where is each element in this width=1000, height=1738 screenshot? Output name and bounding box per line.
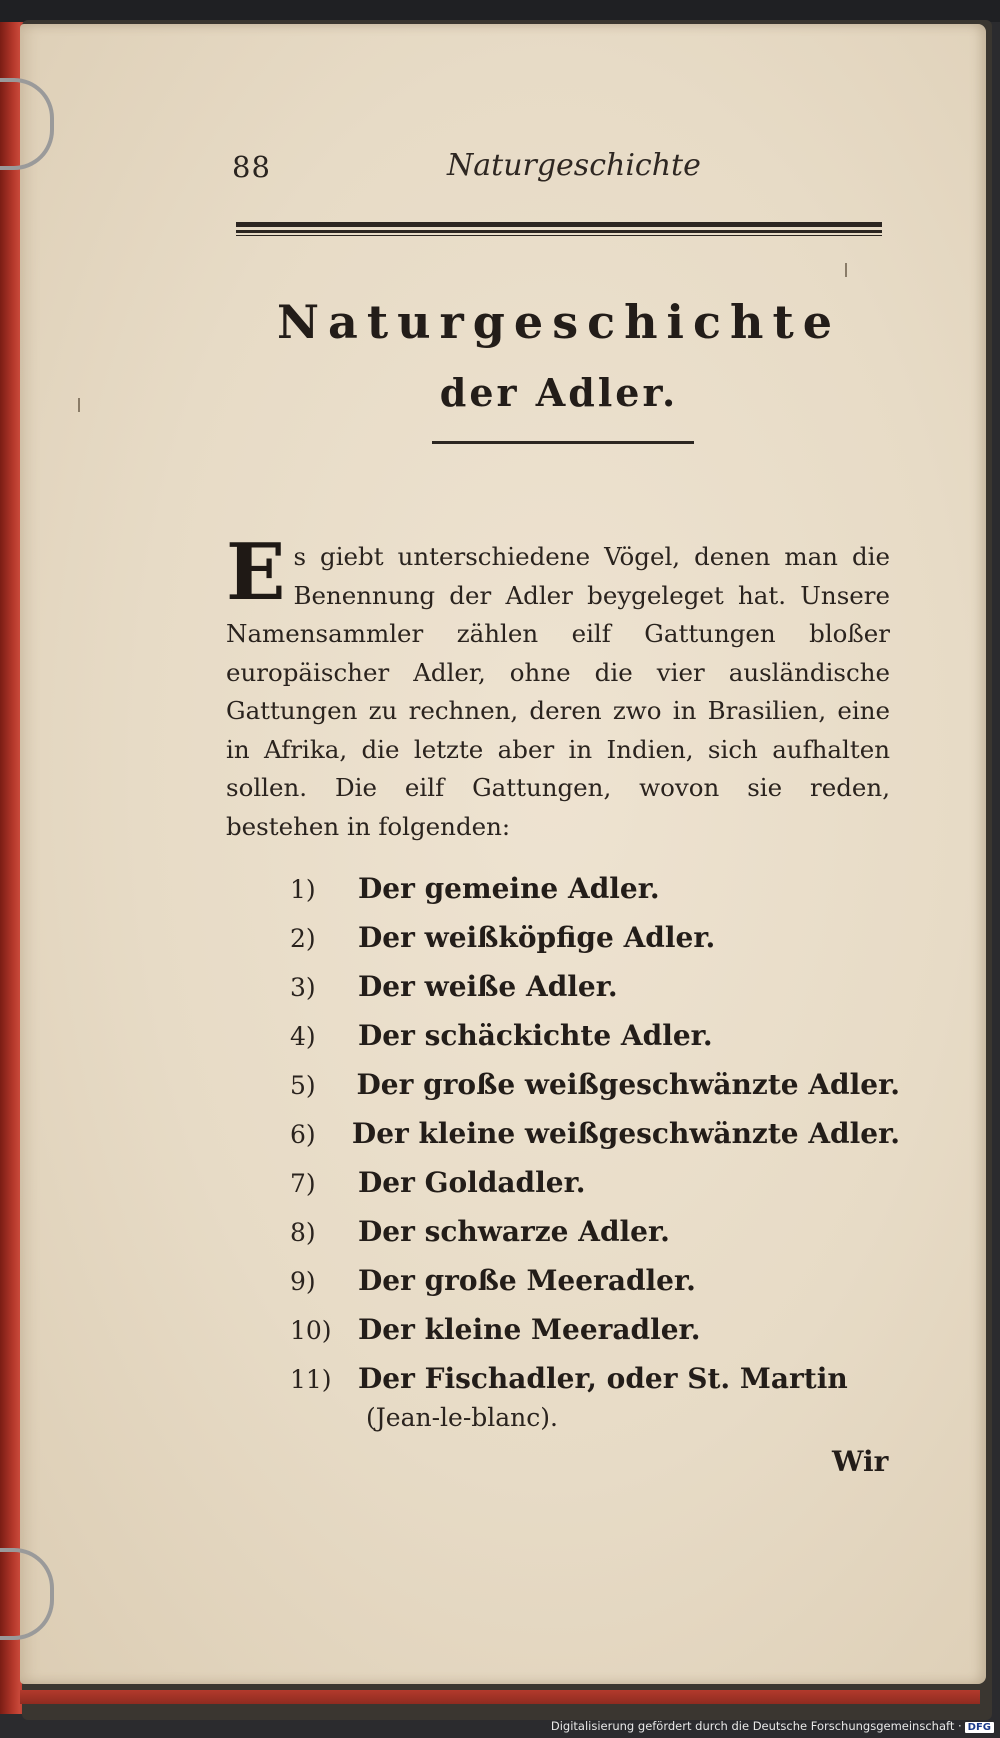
list-number: 4) xyxy=(290,1022,316,1051)
digitization-credit xyxy=(551,1719,994,1733)
list-number: 1) xyxy=(290,875,316,904)
list-item xyxy=(290,1313,900,1362)
list-number: 6) xyxy=(290,1120,316,1149)
chapter-title: Naturgeschichte xyxy=(276,295,841,349)
list-text: Der große Meeradler. xyxy=(358,1264,696,1297)
list-item xyxy=(290,921,900,970)
list-text: Der gemeine Adler. xyxy=(358,872,660,905)
list-number: 2) xyxy=(290,924,316,953)
list-text: Der große weißgeschwänzte Adler. xyxy=(356,1068,900,1101)
header-rule xyxy=(236,235,882,236)
chapter-subtitle: der Adler. xyxy=(439,370,679,415)
page-header xyxy=(232,150,882,190)
list-number: 10) xyxy=(290,1316,332,1345)
list-text: Der kleine weißgeschwänzte Adler. xyxy=(351,1117,900,1150)
list-item xyxy=(290,872,900,921)
header-rule xyxy=(236,230,882,233)
credit-text: Digitalisierung gefördert durch die Deutsche Forschungsgemeinschaft · xyxy=(550,1719,962,1733)
book-page xyxy=(20,24,986,1684)
list-number: 8) xyxy=(290,1218,316,1247)
page-number: 88 xyxy=(232,150,271,184)
dfg-logo: DFG xyxy=(965,1722,994,1733)
list-item xyxy=(290,1264,900,1313)
list-text: Der Goldadler. xyxy=(358,1166,586,1199)
list-text: Der schwarze Adler. xyxy=(358,1215,670,1248)
list-continuation: (Jean-le-blanc). xyxy=(366,1403,558,1432)
list-item xyxy=(290,1068,900,1117)
eagle-species-list xyxy=(290,872,900,1411)
margin-mark xyxy=(845,263,847,277)
list-item xyxy=(290,1166,900,1215)
paragraph-text: s giebt unterschiedene Vögel, denen man die Benennung der Adler beygeleget hat. Unsere Namensammler zählen eilf Gattungen bloßer europäischer Adler, ohne die vier ausländische Gattungen zu rechnen, deren zwo in Brasilien, eine in Afrika, die letzte aber in Indien, sich aufhalten sollen. Die eilf Gattungen, wovon sie reden, bestehen in folgenden: xyxy=(226,542,890,841)
list-text: Der kleine Meeradler. xyxy=(358,1313,701,1346)
list-text: Der weißköpfige Adler. xyxy=(358,921,716,954)
scan-top-border xyxy=(0,0,1000,22)
body-paragraph xyxy=(226,527,890,846)
list-number: 7) xyxy=(290,1169,316,1198)
list-item xyxy=(290,970,900,1019)
title-rule xyxy=(432,441,694,444)
header-rule xyxy=(236,222,882,227)
drop-cap: E xyxy=(226,527,286,618)
list-item xyxy=(290,1117,900,1166)
list-item xyxy=(290,1215,900,1264)
list-text: Der schäckichte Adler. xyxy=(358,1019,713,1052)
list-item xyxy=(290,1019,900,1068)
list-text: Der Fischadler, oder St. Martin xyxy=(358,1362,848,1395)
margin-mark xyxy=(78,398,80,412)
list-number: 9) xyxy=(290,1267,316,1296)
list-number: 5) xyxy=(290,1071,316,1100)
book-bottom-edge xyxy=(20,1690,980,1704)
list-number: 3) xyxy=(290,973,316,1002)
list-text: Der weiße Adler. xyxy=(358,970,618,1003)
catchword: Wir xyxy=(832,1445,889,1478)
running-head: Naturgeschichte xyxy=(447,148,701,183)
list-number: 11) xyxy=(290,1365,332,1394)
